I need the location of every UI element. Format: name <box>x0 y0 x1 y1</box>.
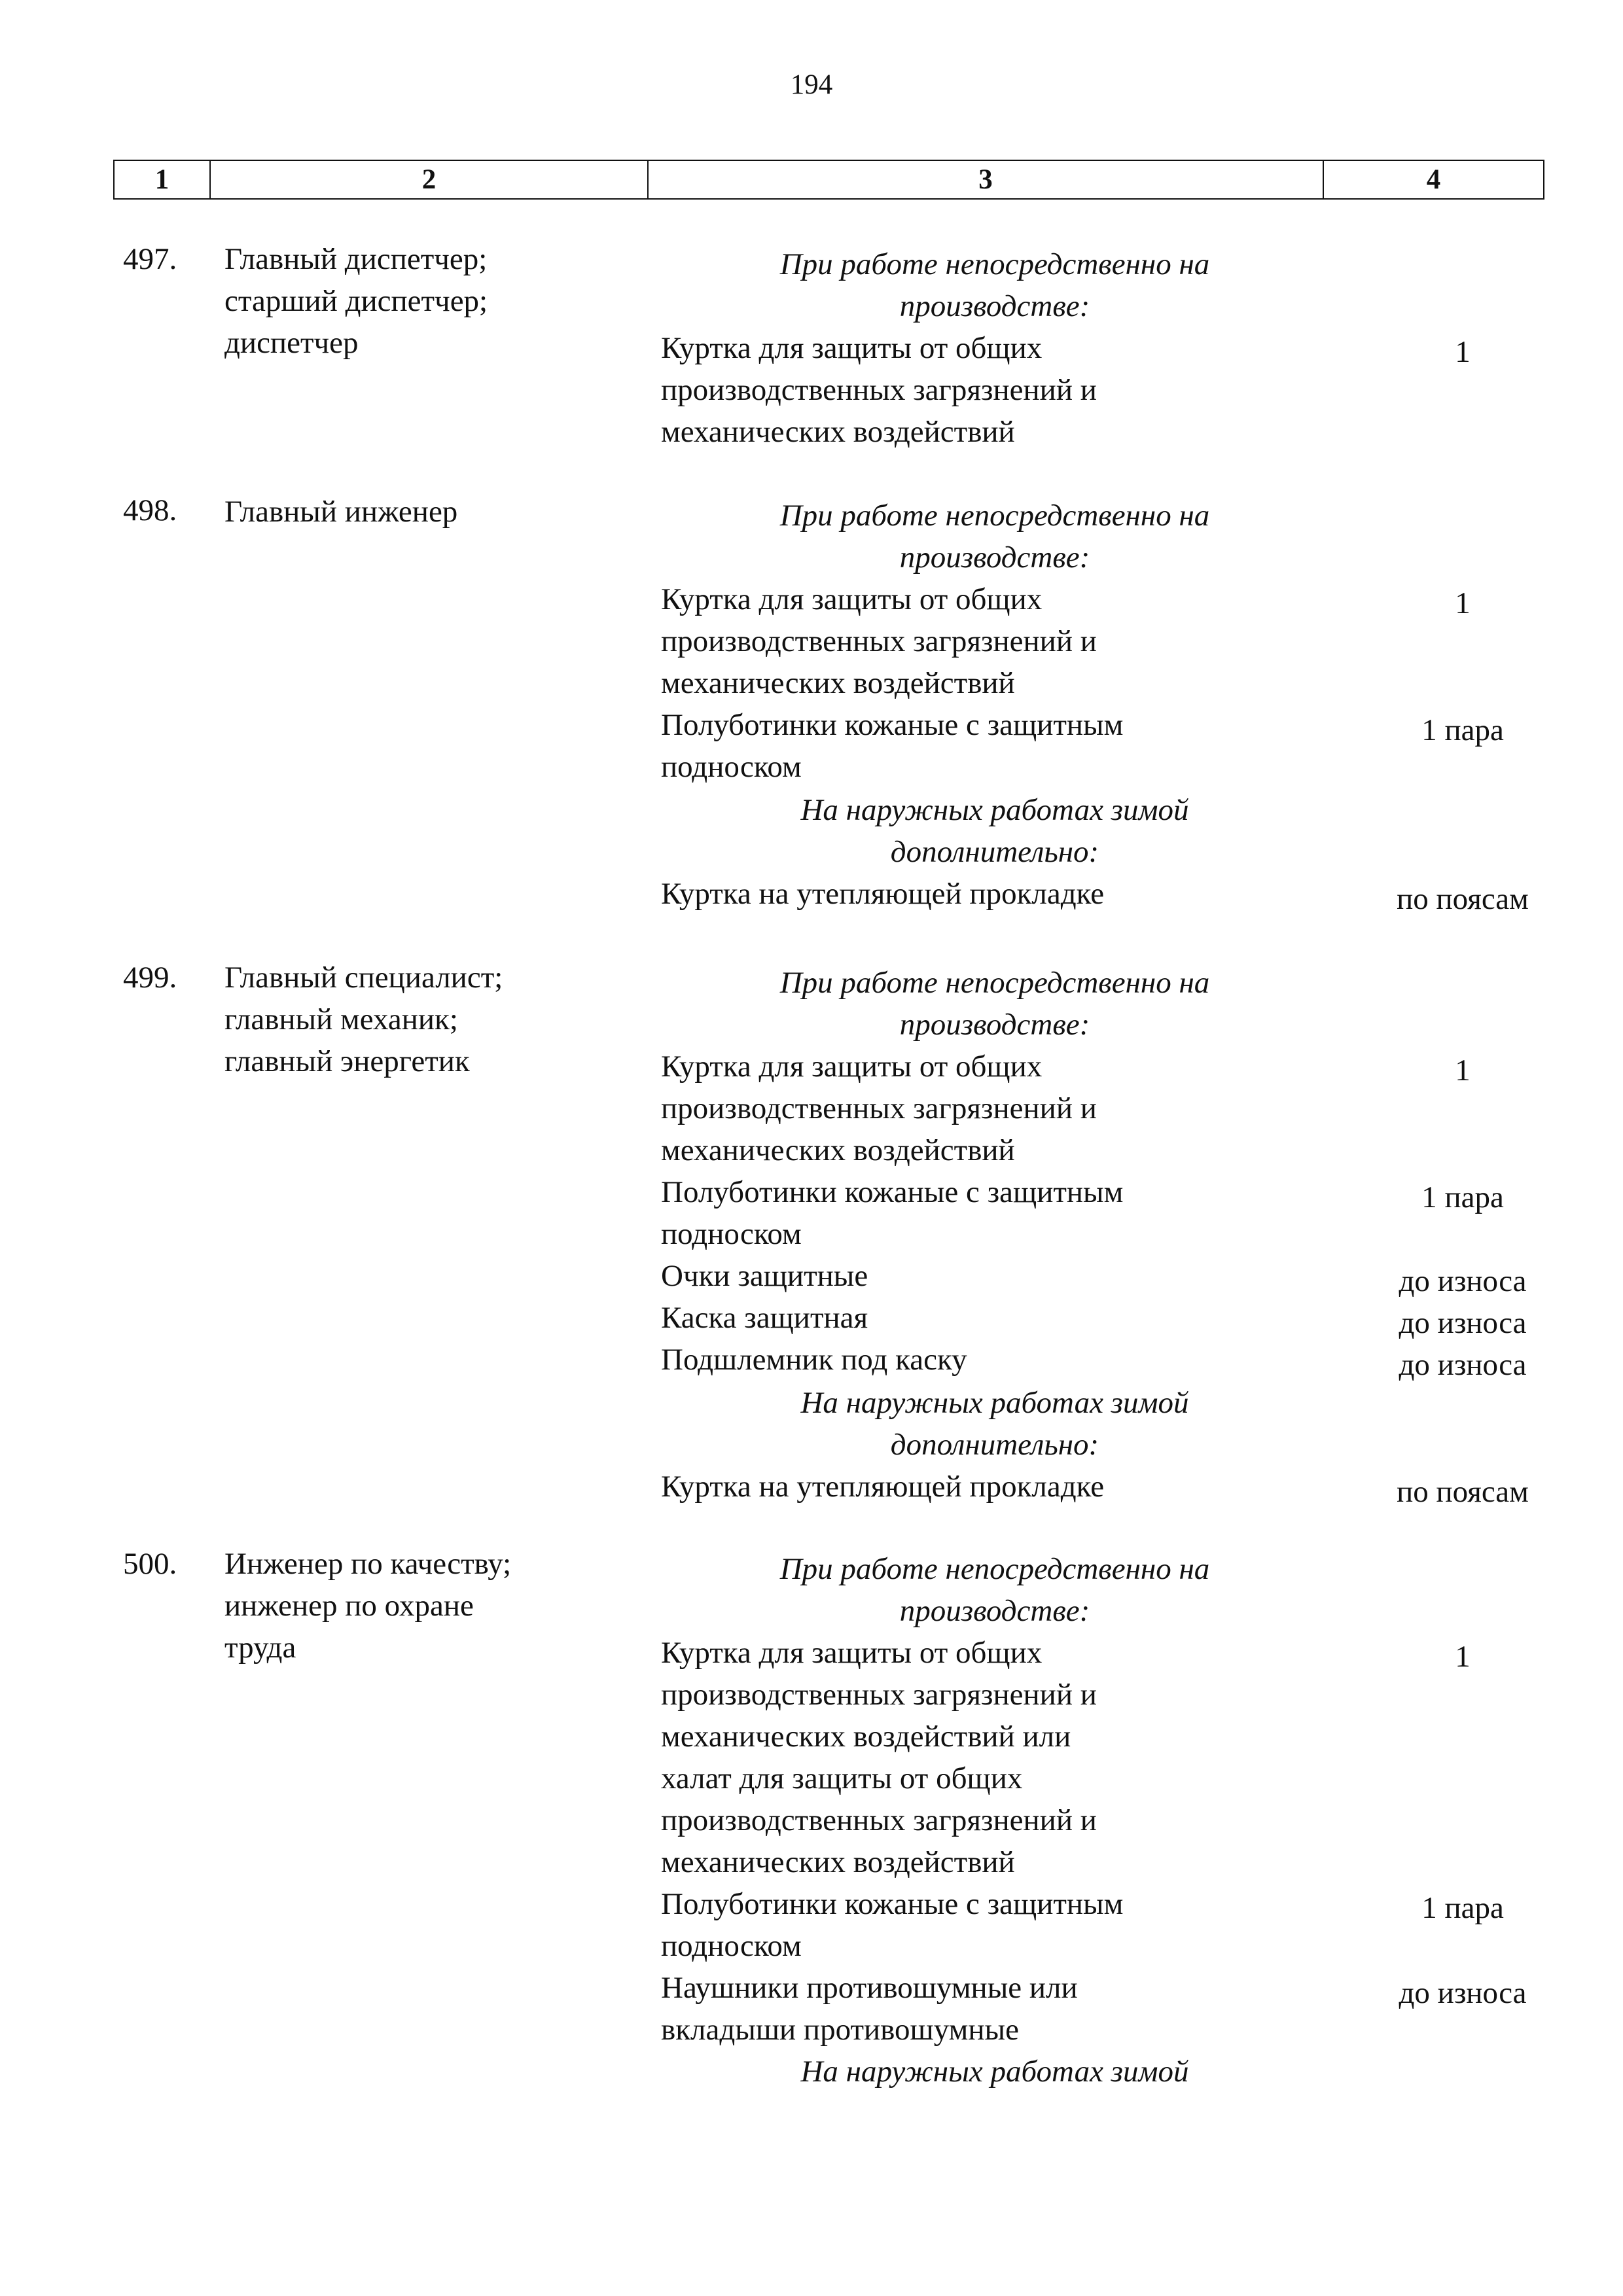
entry-number: 497. <box>123 242 177 276</box>
item-line: Куртка для защиты от общих <box>661 331 1043 365</box>
position-line: Главный диспетчер; <box>224 242 488 276</box>
item-line: Куртка на утепляющей прокладке <box>661 1470 1105 1504</box>
column-header-2: 2 <box>210 160 648 199</box>
item-line: вкладыши противошумные <box>661 2013 1019 2047</box>
condition-heading: На наружных работах зимой <box>800 793 1189 827</box>
condition-heading: На наружных работах зимой <box>800 1386 1189 1420</box>
condition-heading: производстве: <box>899 540 1090 574</box>
item-line: Очки защитные <box>661 1259 868 1293</box>
condition-heading: дополнительно: <box>890 1428 1099 1462</box>
item-line: механических воздействий или <box>661 1720 1071 1754</box>
position-line: инженер по охране <box>224 1589 474 1623</box>
column-header-1: 1 <box>114 160 210 199</box>
item-line: Куртка на утепляющей прокладке <box>661 877 1105 911</box>
item-line: производственных загрязнений и <box>661 1678 1097 1712</box>
item-line: Куртка для защиты от общих <box>661 1636 1043 1670</box>
entry-number: 498. <box>123 493 177 527</box>
condition-heading: При работе непосредственно на <box>779 1552 1210 1586</box>
item-line: производственных загрязнений и <box>661 1803 1097 1837</box>
position-line: труда <box>224 1631 296 1665</box>
item-line: подноском <box>661 1217 802 1251</box>
item-line: подноском <box>661 1929 802 1963</box>
position-line: Главный инженер <box>224 495 458 529</box>
condition-heading: производстве: <box>899 289 1090 323</box>
item-line: Куртка для защиты от общих <box>661 582 1043 616</box>
condition-heading: При работе непосредственно на <box>779 247 1210 281</box>
position-line: главный энергетик <box>224 1044 470 1078</box>
position-line: старший диспетчер; <box>224 284 488 318</box>
position-line: диспетчер <box>224 326 359 360</box>
condition-heading: При работе непосредственно на <box>779 966 1210 1000</box>
item-quantity: 1 пара <box>1421 713 1504 747</box>
item-line: механических воздействий <box>661 1845 1015 1879</box>
item-quantity: 1 пара <box>1421 1891 1504 1925</box>
item-quantity: до износа <box>1399 1976 1527 2010</box>
item-quantity: по поясам <box>1397 882 1529 916</box>
item-line: Полуботинки кожаные с защитным <box>661 1175 1124 1209</box>
item-quantity: до износа <box>1399 1264 1527 1298</box>
column-header-4: 4 <box>1323 160 1544 199</box>
column-header-table <box>113 160 1544 200</box>
item-quantity: 1 <box>1455 335 1471 369</box>
item-line: механических воздействий <box>661 415 1015 449</box>
position-line: Инженер по качеству; <box>224 1547 512 1581</box>
item-quantity: 1 пара <box>1421 1180 1504 1214</box>
entry-number: 499. <box>123 961 177 995</box>
item-line: производственных загрязнений и <box>661 373 1097 407</box>
column-header-3: 3 <box>648 160 1323 199</box>
item-line: Наушники противошумные или <box>661 1971 1078 2005</box>
item-line: халат для защиты от общих <box>661 1761 1023 1795</box>
condition-heading: производстве: <box>899 1008 1090 1042</box>
item-quantity: по поясам <box>1397 1475 1529 1509</box>
condition-heading: На наружных работах зимой <box>800 2055 1189 2089</box>
item-quantity: до износа <box>1399 1306 1527 1340</box>
page-number: 194 <box>790 69 833 100</box>
condition-heading: производстве: <box>899 1594 1090 1628</box>
condition-heading: При работе непосредственно на <box>779 499 1210 533</box>
condition-heading: дополнительно: <box>890 835 1099 869</box>
position-line: главный механик; <box>224 1002 458 1036</box>
item-line: подноском <box>661 750 802 784</box>
item-line: Каска защитная <box>661 1301 868 1335</box>
item-quantity: 1 <box>1455 1053 1471 1087</box>
entry-number: 500. <box>123 1547 177 1581</box>
item-line: механических воздействий <box>661 666 1015 700</box>
position-line: Главный специалист; <box>224 961 503 995</box>
item-line: Подшлемник под каску <box>661 1343 967 1377</box>
item-line: Куртка для защиты от общих <box>661 1050 1043 1084</box>
item-line: Полуботинки кожаные с защитным <box>661 1887 1124 1921</box>
item-quantity: 1 <box>1455 586 1471 620</box>
item-line: механических воздействий <box>661 1133 1015 1167</box>
item-quantity: 1 <box>1455 1640 1471 1674</box>
item-line: производственных загрязнений и <box>661 624 1097 658</box>
item-quantity: до износа <box>1399 1348 1527 1382</box>
item-line: Полуботинки кожаные с защитным <box>661 708 1124 742</box>
item-line: производственных загрязнений и <box>661 1091 1097 1125</box>
